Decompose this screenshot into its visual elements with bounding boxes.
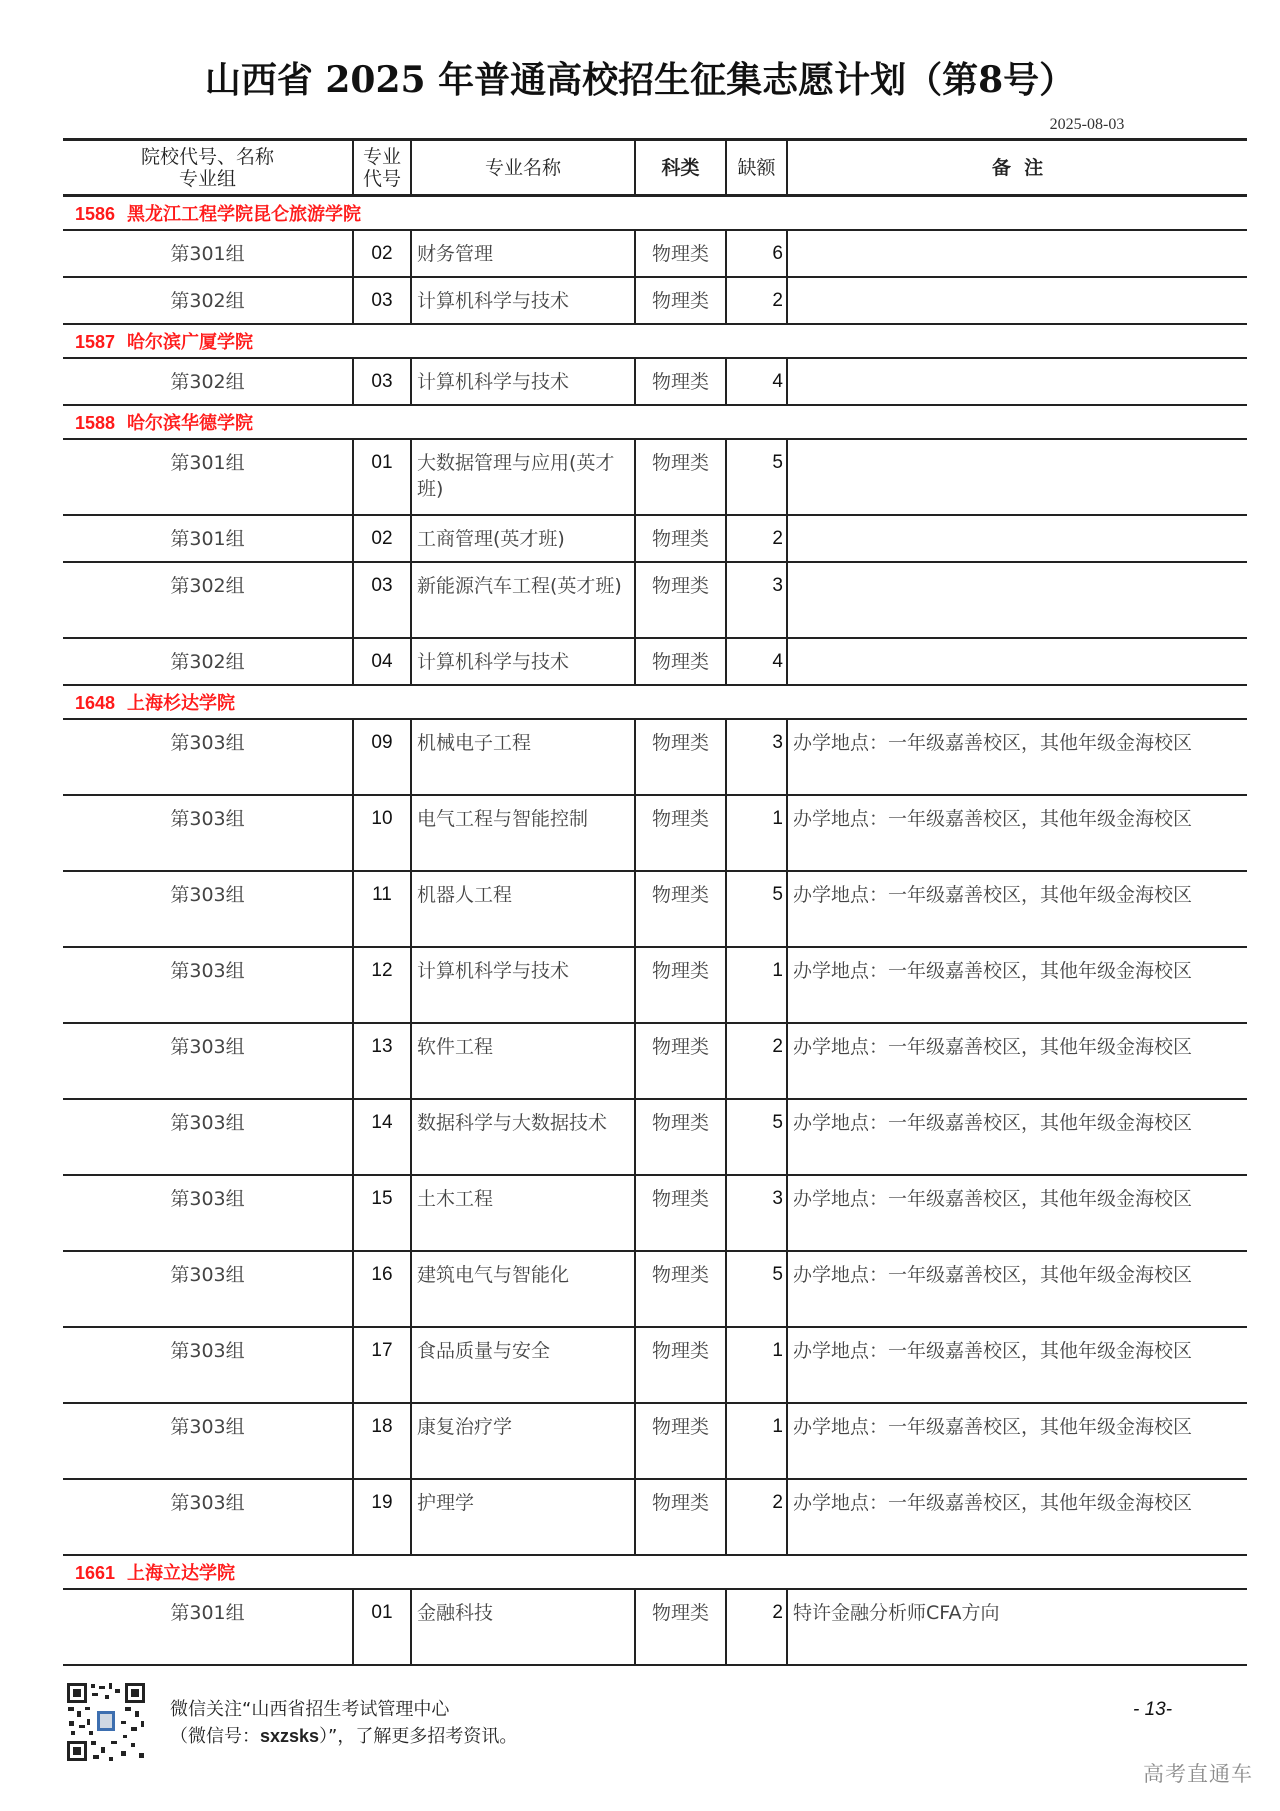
vacancy-cell: 2 xyxy=(726,277,787,324)
group-cell: 第303组 xyxy=(63,1479,353,1555)
remarks-cell xyxy=(787,277,1247,324)
remarks-cell: 办学地点：一年级嘉善校区，其他年级金海校区 xyxy=(787,1099,1247,1175)
category-cell: 物理类 xyxy=(635,947,726,1023)
group-cell: 第303组 xyxy=(63,1099,353,1175)
school-code: 1648 xyxy=(75,693,116,713)
vacancy-cell: 6 xyxy=(726,230,787,277)
major-code-cell: 18 xyxy=(353,1403,411,1479)
vacancy-cell: 4 xyxy=(726,638,787,685)
table-row xyxy=(63,871,1247,947)
school-section-row xyxy=(63,196,1247,231)
table-row xyxy=(63,1099,1247,1175)
category-cell: 物理类 xyxy=(635,1403,726,1479)
major-code-cell: 03 xyxy=(353,277,411,324)
school-section-title xyxy=(63,196,1247,231)
category-cell: 物理类 xyxy=(635,871,726,947)
remarks-cell: 办学地点：一年级嘉善校区，其他年级金海校区 xyxy=(787,1023,1247,1099)
category-cell: 物理类 xyxy=(635,719,726,795)
remarks-cell xyxy=(787,638,1247,685)
table-row xyxy=(63,1589,1247,1665)
school-section-row xyxy=(63,685,1247,719)
major-name-cell: 软件工程 xyxy=(411,1023,635,1099)
footer-line-2-suffix: ）”，了解更多招考资讯。 xyxy=(319,1726,518,1747)
vacancy-cell: 5 xyxy=(726,871,787,947)
major-code-cell: 13 xyxy=(353,1023,411,1099)
remarks-cell xyxy=(787,515,1247,562)
vacancy-cell: 5 xyxy=(726,1251,787,1327)
major-code-cell: 03 xyxy=(353,358,411,405)
category-cell: 物理类 xyxy=(635,795,726,871)
group-cell: 第301组 xyxy=(63,515,353,562)
table-row xyxy=(63,439,1247,515)
group-cell: 第303组 xyxy=(63,719,353,795)
header-category: 科类 xyxy=(635,140,726,196)
major-code-cell: 03 xyxy=(353,562,411,638)
group-cell: 第303组 xyxy=(63,1327,353,1403)
major-name-cell: 计算机科学与技术 xyxy=(411,638,635,685)
major-name-cell: 机器人工程 xyxy=(411,871,635,947)
major-code-cell: 11 xyxy=(353,871,411,947)
vacancy-cell: 1 xyxy=(726,947,787,1023)
table-row xyxy=(63,947,1247,1023)
vacancy-cell: 3 xyxy=(726,562,787,638)
header-major-code-line1: 专业 xyxy=(362,145,401,168)
table-row xyxy=(63,719,1247,795)
major-code-cell: 02 xyxy=(353,515,411,562)
group-cell: 第302组 xyxy=(63,277,353,324)
table-row xyxy=(63,515,1247,562)
category-cell: 物理类 xyxy=(635,230,726,277)
school-section-title xyxy=(63,1555,1247,1589)
header-major-code xyxy=(353,140,411,196)
footer-line-2 xyxy=(170,1723,517,1750)
category-cell: 物理类 xyxy=(635,277,726,324)
category-cell: 物理类 xyxy=(635,562,726,638)
vacancy-cell: 2 xyxy=(726,1589,787,1665)
major-name-cell: 计算机科学与技术 xyxy=(411,277,635,324)
category-cell: 物理类 xyxy=(635,1251,726,1327)
major-code-cell: 01 xyxy=(353,1589,411,1665)
major-code-cell: 16 xyxy=(353,1251,411,1327)
table-header-row xyxy=(63,140,1247,196)
header-school-line2: 专业组 xyxy=(178,167,236,190)
vacancy-cell: 2 xyxy=(726,1479,787,1555)
category-cell: 物理类 xyxy=(635,1175,726,1251)
category-cell: 物理类 xyxy=(635,1589,726,1665)
major-name-cell: 数据科学与大数据技术 xyxy=(411,1099,635,1175)
remarks-cell: 办学地点：一年级嘉善校区，其他年级金海校区 xyxy=(787,1251,1247,1327)
school-code: 1588 xyxy=(75,413,116,433)
major-name-cell: 土木工程 xyxy=(411,1175,635,1251)
header-major-code-line2: 代号 xyxy=(362,167,401,190)
group-cell: 第301组 xyxy=(63,230,353,277)
school-code: 1587 xyxy=(75,332,116,352)
group-cell: 第302组 xyxy=(63,562,353,638)
major-name-cell: 工商管理(英才班) xyxy=(411,515,635,562)
table-row xyxy=(63,1479,1247,1555)
table-row xyxy=(63,1175,1247,1251)
school-name: 哈尔滨华德学院 xyxy=(127,413,254,433)
table-row xyxy=(63,358,1247,405)
qr-code-graphic xyxy=(65,1681,147,1763)
table-row xyxy=(63,1023,1247,1099)
remarks-cell xyxy=(787,358,1247,405)
remarks-cell: 办学地点：一年级嘉善校区，其他年级金海校区 xyxy=(787,1403,1247,1479)
vacancy-cell: 5 xyxy=(726,439,787,515)
group-cell: 第303组 xyxy=(63,795,353,871)
category-cell: 物理类 xyxy=(635,515,726,562)
remarks-cell xyxy=(787,562,1247,638)
qr-code-icon xyxy=(65,1681,147,1763)
footer-line-2-prefix: （微信号： xyxy=(170,1726,260,1747)
remarks-cell: 办学地点：一年级嘉善校区，其他年级金海校区 xyxy=(787,795,1247,871)
group-cell: 第303组 xyxy=(63,1403,353,1479)
header-vacancy: 缺额 xyxy=(726,140,787,196)
vacancy-cell: 2 xyxy=(726,1023,787,1099)
category-cell: 物理类 xyxy=(635,638,726,685)
major-code-cell: 10 xyxy=(353,795,411,871)
category-cell: 物理类 xyxy=(635,1023,726,1099)
major-name-cell: 食品质量与安全 xyxy=(411,1327,635,1403)
enrollment-plan-table xyxy=(63,138,1247,1666)
major-code-cell: 01 xyxy=(353,439,411,515)
major-name-cell: 新能源汽车工程(英才班) xyxy=(411,562,635,638)
major-name-cell: 护理学 xyxy=(411,1479,635,1555)
footer-wechat-notice xyxy=(170,1696,517,1750)
vacancy-cell: 4 xyxy=(726,358,787,405)
vacancy-cell: 2 xyxy=(726,515,787,562)
major-code-cell: 12 xyxy=(353,947,411,1023)
major-code-cell: 17 xyxy=(353,1327,411,1403)
category-cell: 物理类 xyxy=(635,439,726,515)
major-name-cell: 康复治疗学 xyxy=(411,1403,635,1479)
school-section-title xyxy=(63,685,1247,719)
vacancy-cell: 1 xyxy=(726,795,787,871)
remarks-cell: 办学地点：一年级嘉善校区，其他年级金海校区 xyxy=(787,1327,1247,1403)
vacancy-cell: 3 xyxy=(726,719,787,795)
category-cell: 物理类 xyxy=(635,1479,726,1555)
major-name-cell: 机械电子工程 xyxy=(411,719,635,795)
school-section-row xyxy=(63,1555,1247,1589)
vacancy-cell: 5 xyxy=(726,1099,787,1175)
remarks-cell: 办学地点：一年级嘉善校区，其他年级金海校区 xyxy=(787,871,1247,947)
major-code-cell: 09 xyxy=(353,719,411,795)
major-name-cell: 大数据管理与应用(英才班) xyxy=(411,439,635,515)
major-name-cell: 电气工程与智能控制 xyxy=(411,795,635,871)
school-name: 哈尔滨广厦学院 xyxy=(127,332,254,352)
school-section-title xyxy=(63,405,1247,439)
remarks-cell: 办学地点：一年级嘉善校区，其他年级金海校区 xyxy=(787,1175,1247,1251)
group-cell: 第301组 xyxy=(63,1589,353,1665)
major-name-cell: 财务管理 xyxy=(411,230,635,277)
table-row xyxy=(63,277,1247,324)
category-cell: 物理类 xyxy=(635,1099,726,1175)
table-row xyxy=(63,1251,1247,1327)
major-name-cell: 计算机科学与技术 xyxy=(411,358,635,405)
header-remarks: 备 注 xyxy=(787,140,1247,196)
group-cell: 第301组 xyxy=(63,439,353,515)
table-row xyxy=(63,1403,1247,1479)
remarks-cell: 特许金融分析师CFA方向 xyxy=(787,1589,1247,1665)
group-cell: 第302组 xyxy=(63,358,353,405)
table-body xyxy=(63,196,1247,1666)
vacancy-cell: 1 xyxy=(726,1327,787,1403)
group-cell: 第303组 xyxy=(63,1175,353,1251)
publish-date: 2025-08-03 xyxy=(1049,116,1125,133)
remarks-cell: 办学地点：一年级嘉善校区，其他年级金海校区 xyxy=(787,947,1247,1023)
group-cell: 第302组 xyxy=(63,638,353,685)
footer-line-1: 微信关注“山西省招生考试管理中心 xyxy=(170,1699,450,1720)
school-code: 1586 xyxy=(75,204,116,224)
school-name: 黑龙江工程学院昆仑旅游学院 xyxy=(127,204,362,224)
remarks-cell: 办学地点：一年级嘉善校区，其他年级金海校区 xyxy=(787,719,1247,795)
major-code-cell: 19 xyxy=(353,1479,411,1555)
school-name: 上海杉达学院 xyxy=(127,693,236,713)
wechat-account: sxzsks xyxy=(260,1726,320,1746)
table-row xyxy=(63,795,1247,871)
table-row xyxy=(63,562,1247,638)
major-code-cell: 04 xyxy=(353,638,411,685)
school-section-row xyxy=(63,405,1247,439)
school-code: 1661 xyxy=(75,1563,116,1583)
major-name-cell: 金融科技 xyxy=(411,1589,635,1665)
header-major-name: 专业名称 xyxy=(411,140,635,196)
table-row xyxy=(63,638,1247,685)
table-row xyxy=(63,230,1247,277)
school-section-title xyxy=(63,324,1247,358)
school-name: 上海立达学院 xyxy=(127,1563,236,1583)
page-number: - 13- xyxy=(1133,1699,1173,1720)
school-section-row xyxy=(63,324,1247,358)
remarks-cell: 办学地点：一年级嘉善校区，其他年级金海校区 xyxy=(787,1479,1247,1555)
vacancy-cell: 1 xyxy=(726,1403,787,1479)
remarks-cell xyxy=(787,230,1247,277)
vacancy-cell: 3 xyxy=(726,1175,787,1251)
group-cell: 第303组 xyxy=(63,947,353,1023)
remarks-cell xyxy=(787,439,1247,515)
group-cell: 第303组 xyxy=(63,1023,353,1099)
group-cell: 第303组 xyxy=(63,1251,353,1327)
major-code-cell: 14 xyxy=(353,1099,411,1175)
major-code-cell: 02 xyxy=(353,230,411,277)
watermark-text: 高考直通车 xyxy=(1143,1762,1253,1786)
table-row xyxy=(63,1327,1247,1403)
category-cell: 物理类 xyxy=(635,1327,726,1403)
page-title: 山西省 2025 年普通高校招生征集志愿计划（第8号） xyxy=(204,59,1076,101)
header-school-group xyxy=(63,140,353,196)
header-school-line1: 院校代号、名称 xyxy=(140,145,274,168)
major-code-cell: 15 xyxy=(353,1175,411,1251)
category-cell: 物理类 xyxy=(635,358,726,405)
major-name-cell: 计算机科学与技术 xyxy=(411,947,635,1023)
major-name-cell: 建筑电气与智能化 xyxy=(411,1251,635,1327)
group-cell: 第303组 xyxy=(63,871,353,947)
